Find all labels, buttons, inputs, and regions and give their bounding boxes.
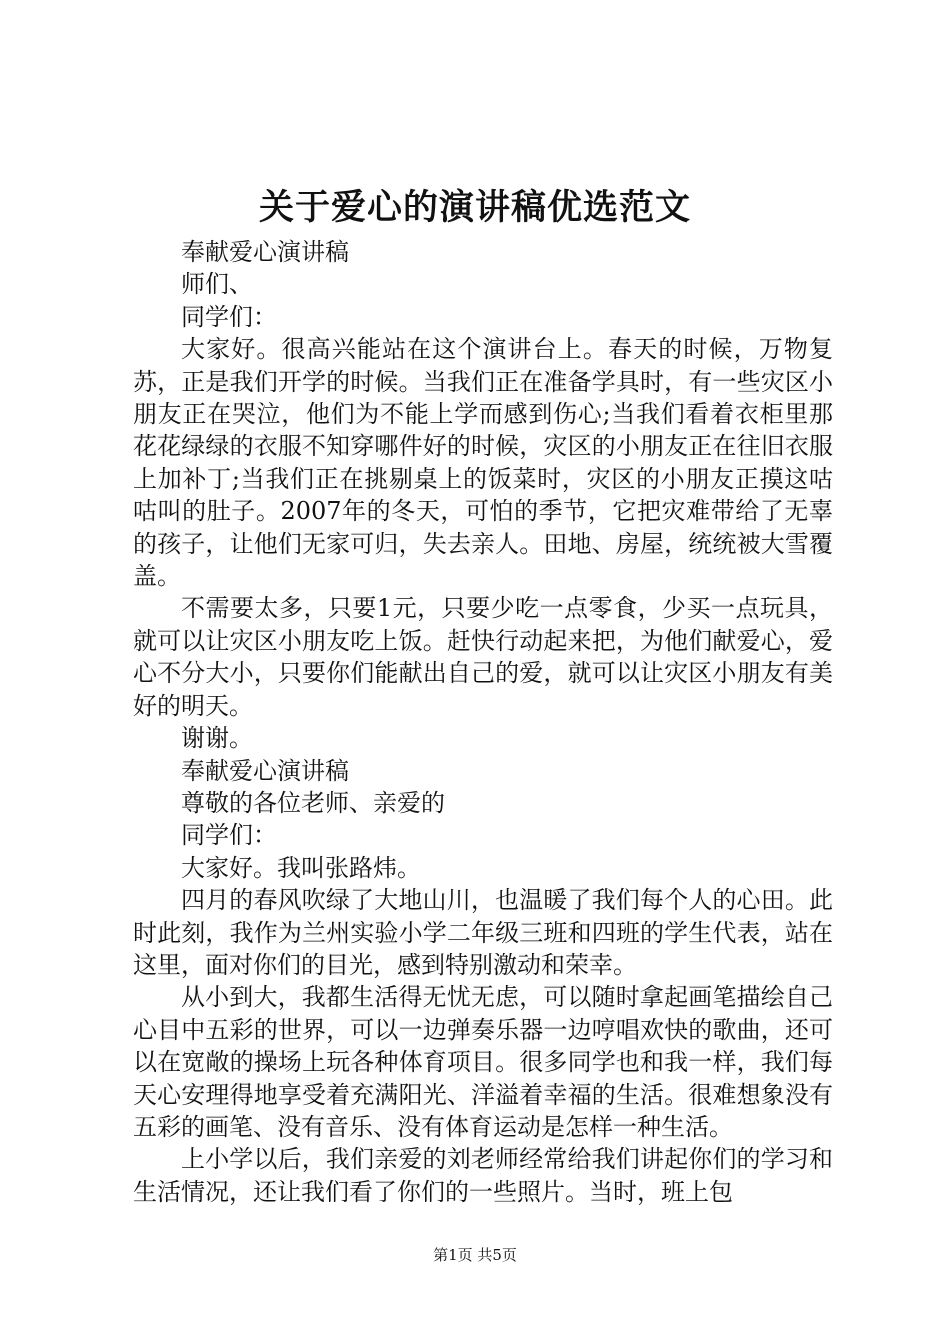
page-footer: 第1页 共5页 <box>433 1246 517 1264</box>
paragraph: 尊敬的各位老师、亲爱的 <box>181 788 445 817</box>
paragraph: 四月的春风吹绿了大地山川，也温暖了我们每个人的心田。此时此刻，我作为兰州实验小学二年级三班和四班的学生代表，站在这里，面对你们的目光，感到特别激动和荣幸。 <box>133 886 833 979</box>
paragraph: 奉献爱心演讲稿 <box>181 238 349 266</box>
paragraph: 奉献爱心演讲稿 <box>181 756 349 785</box>
paragraph: 谢谢。 <box>181 724 253 753</box>
paragraph: 师们、 <box>181 270 253 299</box>
document-title: 关于爱心的演讲稿优选范文 <box>258 187 691 228</box>
paragraph: 从小到大，我都生活得无忧无虑，可以随时拿起画笔描绘自己心目中五彩的世界，可以一边弹奏乐器一边哼唱欢快的歌曲，还可以在宽敞的操场上玩各种体育项目。很多同学也和我一样，我们每天心安理得地享受着充满阳光、洋溢着幸福的生活。很难想象没有五彩的画笔、没有音乐、没有体育运动是怎样一种生活。 <box>133 983 833 1141</box>
paragraph: 大家好。很高兴能站在这个演讲台上。春天的时候，万物复苏，正是我们开学的时候。当我们正在准备学具时，有一些灾区小朋友正在哭泣，他们为不能上学而感到伤心;当我们看着衣柜里那花花绿绿的衣服不知穿哪件好的时候，灾区的小朋友正在往旧衣服上加补丁;当我们正在挑剔桌上的饭菜时，灾区的小朋友正摸这咕咕叫的肚子。2007年的冬天，可怕的季节，它把灾难带给了无辜的孩子，让他们无家可归，失去亲人。田地、房屋，统统被大雪覆盖。 <box>133 335 833 591</box>
paragraph: 同学们： <box>181 821 277 850</box>
paragraph: 不需要太多，只要1元，只要少吃一点零食，少买一点玩具，就可以让灾区小朋友吃上饭。赶快行动起来把，为他们献爱心，爱心不分大小，只要你们能献出自己的爱，就可以让灾区小朋友有美好的明天。 <box>133 594 833 720</box>
paragraph: 上小学以后，我们亲爱的刘老师经常给我们讲起你们的学习和生活情况，还让我们看了你们的一些照片。当时，班上包 <box>133 1145 833 1206</box>
document-body <box>133 236 833 1208</box>
paragraph: 同学们： <box>181 302 277 331</box>
paragraph: 大家好。我叫张路炜。 <box>181 853 421 882</box>
